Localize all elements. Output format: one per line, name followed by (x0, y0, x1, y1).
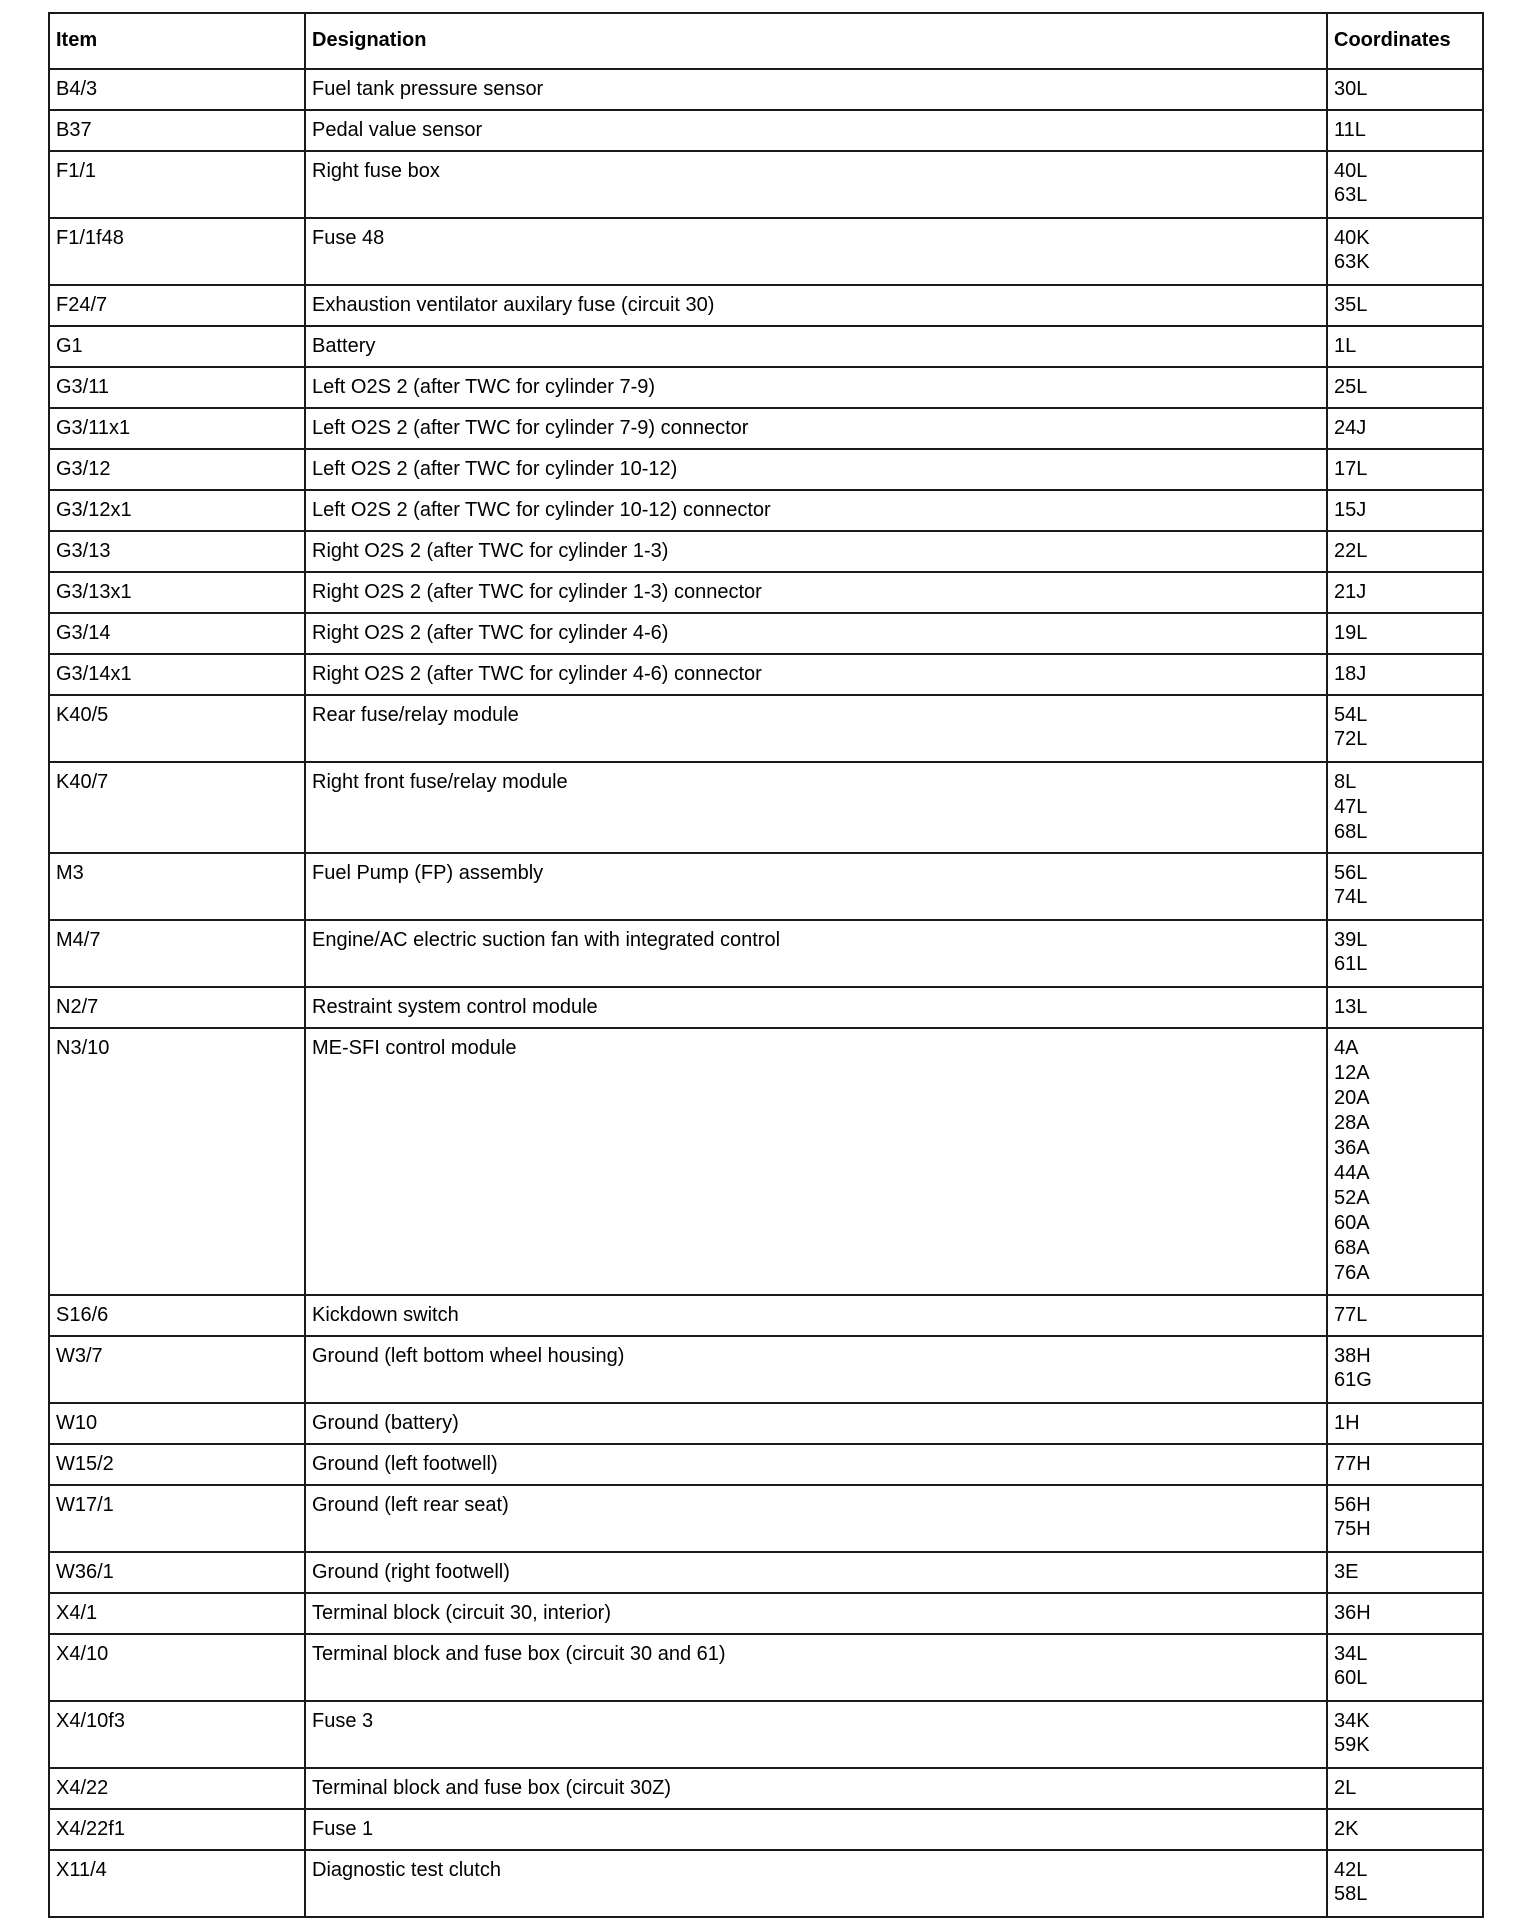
cell-designation: Pedal value sensor (305, 110, 1327, 151)
coordinate-value: 40K (1334, 227, 1370, 249)
coordinate-value: 28A (1334, 1112, 1370, 1134)
coordinate-value: 75H (1334, 1518, 1371, 1540)
coordinate-value: 39L (1334, 929, 1368, 951)
cell-item: G3/13x1 (49, 572, 305, 613)
coordinate-value: 44A (1334, 1162, 1370, 1184)
cell-item: G3/12 (49, 449, 305, 490)
coordinate-value: 13L (1334, 996, 1368, 1018)
table-row (49, 1552, 1483, 1593)
cell-coordinates (1327, 695, 1483, 762)
cell-item: G3/12x1 (49, 490, 305, 531)
cell-item: G1 (49, 326, 305, 367)
cell-coordinates (1327, 69, 1483, 110)
cell-item: X11/4 (49, 1850, 305, 1917)
column-header-coordinates: Coordinates (1327, 13, 1483, 69)
cell-coordinates (1327, 367, 1483, 408)
coordinate-value: 77H (1334, 1453, 1371, 1475)
table-row (49, 695, 1483, 762)
cell-coordinates (1327, 1552, 1483, 1593)
coordinate-value: 40L (1334, 160, 1368, 182)
table-row (49, 69, 1483, 110)
coordinate-value: 38H (1334, 1345, 1371, 1367)
table-row (49, 218, 1483, 285)
coordinate-value: 20A (1334, 1087, 1370, 1109)
cell-item: M4/7 (49, 920, 305, 987)
cell-item: W17/1 (49, 1485, 305, 1552)
cell-designation: Right O2S 2 (after TWC for cylinder 4-6) connector (305, 654, 1327, 695)
cell-designation: Engine/AC electric suction fan with integrated control (305, 920, 1327, 987)
cell-designation: Exhaustion ventilator auxilary fuse (circuit 30) (305, 285, 1327, 326)
cell-designation: Kickdown switch (305, 1295, 1327, 1336)
table-row (49, 1485, 1483, 1552)
cell-coordinates (1327, 1028, 1483, 1295)
coordinate-value: 36A (1334, 1137, 1370, 1159)
cell-designation: Fuse 1 (305, 1809, 1327, 1850)
cell-coordinates (1327, 920, 1483, 987)
coordinate-value: 47L (1334, 796, 1368, 818)
coordinate-value: 61L (1334, 953, 1368, 975)
cell-coordinates (1327, 1809, 1483, 1850)
cell-coordinates (1327, 853, 1483, 920)
table-row (49, 1768, 1483, 1809)
table-row (49, 987, 1483, 1028)
table-row (49, 572, 1483, 613)
cell-designation: Right fuse box (305, 151, 1327, 218)
coordinate-value: 2K (1334, 1818, 1359, 1840)
cell-coordinates (1327, 449, 1483, 490)
coordinate-value: 30L (1334, 78, 1368, 100)
cell-designation: Terminal block and fuse box (circuit 30Z) (305, 1768, 1327, 1809)
table-row (49, 1444, 1483, 1485)
cell-designation: Terminal block (circuit 30, interior) (305, 1593, 1327, 1634)
cell-coordinates (1327, 613, 1483, 654)
cell-item: N2/7 (49, 987, 305, 1028)
cell-item: G3/11x1 (49, 408, 305, 449)
cell-item: G3/14x1 (49, 654, 305, 695)
cell-item: K40/5 (49, 695, 305, 762)
cell-coordinates (1327, 1336, 1483, 1403)
component-index-table (48, 12, 1484, 1918)
coordinate-value: 76A (1334, 1262, 1370, 1284)
cell-designation: Fuel tank pressure sensor (305, 69, 1327, 110)
cell-designation: Ground (left footwell) (305, 1444, 1327, 1485)
coordinate-value: 60L (1334, 1667, 1368, 1689)
table-header (49, 13, 1483, 69)
cell-designation: Ground (left bottom wheel housing) (305, 1336, 1327, 1403)
table-row (49, 449, 1483, 490)
table-row (49, 1850, 1483, 1917)
cell-coordinates (1327, 654, 1483, 695)
coordinate-value: 72L (1334, 728, 1368, 750)
cell-item: F1/1 (49, 151, 305, 218)
table-row (49, 110, 1483, 151)
cell-designation: Battery (305, 326, 1327, 367)
coordinate-value: 12A (1334, 1062, 1370, 1084)
coordinate-value: 22L (1334, 540, 1368, 562)
cell-coordinates (1327, 285, 1483, 326)
cell-coordinates (1327, 1295, 1483, 1336)
coordinate-value: 4A (1334, 1037, 1359, 1059)
coordinate-value: 63L (1334, 184, 1368, 206)
cell-designation: Rear fuse/relay module (305, 695, 1327, 762)
coordinate-value: 2L (1334, 1777, 1357, 1799)
coordinate-value: 17L (1334, 458, 1368, 480)
coordinate-value: 21J (1334, 581, 1367, 603)
cell-coordinates (1327, 1768, 1483, 1809)
coordinate-value: 25L (1334, 376, 1368, 398)
table-row (49, 1028, 1483, 1295)
cell-coordinates (1327, 408, 1483, 449)
coordinate-value: 11L (1334, 119, 1366, 141)
coordinate-value: 36H (1334, 1602, 1371, 1624)
cell-item: F1/1f48 (49, 218, 305, 285)
cell-item: N3/10 (49, 1028, 305, 1295)
document-page (48, 12, 1482, 1918)
table-row (49, 1593, 1483, 1634)
cell-coordinates (1327, 151, 1483, 218)
table-row (49, 285, 1483, 326)
coordinate-value: 1L (1334, 335, 1357, 357)
cell-designation: Right O2S 2 (after TWC for cylinder 4-6) (305, 613, 1327, 654)
coordinate-value: 59K (1334, 1734, 1370, 1756)
table-row (49, 762, 1483, 853)
coordinate-value: 35L (1334, 294, 1368, 316)
coordinate-value: 77L (1334, 1304, 1368, 1326)
coordinate-value: 58L (1334, 1883, 1368, 1905)
cell-item: S16/6 (49, 1295, 305, 1336)
coordinate-value: 19L (1334, 622, 1368, 644)
coordinate-value: 52A (1334, 1187, 1370, 1209)
cell-designation: Restraint system control module (305, 987, 1327, 1028)
cell-designation: Terminal block and fuse box (circuit 30 and 61) (305, 1634, 1327, 1701)
coordinate-value: 60A (1334, 1212, 1370, 1234)
cell-designation: Left O2S 2 (after TWC for cylinder 7-9) connector (305, 408, 1327, 449)
cell-coordinates (1327, 987, 1483, 1028)
coordinate-value: 34L (1334, 1643, 1368, 1665)
coordinate-value: 24J (1334, 417, 1367, 439)
table-row (49, 654, 1483, 695)
cell-item: G3/13 (49, 531, 305, 572)
cell-designation: Diagnostic test clutch (305, 1850, 1327, 1917)
cell-designation: Left O2S 2 (after TWC for cylinder 10-12) (305, 449, 1327, 490)
cell-item: X4/22f1 (49, 1809, 305, 1850)
cell-coordinates (1327, 1403, 1483, 1444)
cell-item: X4/22 (49, 1768, 305, 1809)
cell-item: X4/10 (49, 1634, 305, 1701)
table-row (49, 613, 1483, 654)
coordinate-value: 15J (1334, 499, 1367, 521)
cell-item: F24/7 (49, 285, 305, 326)
table-row (49, 151, 1483, 218)
coordinate-value: 68L (1334, 821, 1368, 843)
cell-item: W36/1 (49, 1552, 305, 1593)
cell-coordinates (1327, 1850, 1483, 1917)
coordinate-value: 56L (1334, 862, 1368, 884)
cell-item: X4/10f3 (49, 1701, 305, 1768)
table-row (49, 1295, 1483, 1336)
table-row (49, 490, 1483, 531)
table-row (49, 920, 1483, 987)
cell-item: G3/11 (49, 367, 305, 408)
coordinate-value: 74L (1334, 886, 1368, 908)
cell-coordinates (1327, 326, 1483, 367)
column-header-designation: Designation (305, 13, 1327, 69)
cell-designation: Left O2S 2 (after TWC for cylinder 7-9) (305, 367, 1327, 408)
table-row (49, 1809, 1483, 1850)
table-row (49, 1336, 1483, 1403)
header-row (49, 13, 1483, 69)
cell-coordinates (1327, 762, 1483, 853)
table-row (49, 408, 1483, 449)
cell-designation: Left O2S 2 (after TWC for cylinder 10-12) connector (305, 490, 1327, 531)
cell-item: W15/2 (49, 1444, 305, 1485)
table-row (49, 1403, 1483, 1444)
cell-item: K40/7 (49, 762, 305, 853)
table-row (49, 1634, 1483, 1701)
cell-designation: Fuse 48 (305, 218, 1327, 285)
cell-designation: Right O2S 2 (after TWC for cylinder 1-3) connector (305, 572, 1327, 613)
cell-designation: ME-SFI control module (305, 1028, 1327, 1295)
cell-designation: Ground (right footwell) (305, 1552, 1327, 1593)
coordinate-value: 3E (1334, 1561, 1359, 1583)
cell-coordinates (1327, 1485, 1483, 1552)
cell-coordinates (1327, 1701, 1483, 1768)
cell-coordinates (1327, 1593, 1483, 1634)
cell-coordinates (1327, 1634, 1483, 1701)
cell-item: B37 (49, 110, 305, 151)
cell-designation: Ground (battery) (305, 1403, 1327, 1444)
coordinate-value: 42L (1334, 1859, 1368, 1881)
cell-item: W3/7 (49, 1336, 305, 1403)
coordinate-value: 1H (1334, 1412, 1360, 1434)
cell-designation: Right O2S 2 (after TWC for cylinder 1-3) (305, 531, 1327, 572)
table-row (49, 367, 1483, 408)
coordinate-value: 68A (1334, 1237, 1370, 1259)
table-row (49, 531, 1483, 572)
cell-coordinates (1327, 572, 1483, 613)
coordinate-value: 8L (1334, 771, 1357, 793)
coordinate-value: 54L (1334, 704, 1368, 726)
coordinate-value: 56H (1334, 1494, 1371, 1516)
cell-coordinates (1327, 490, 1483, 531)
cell-designation: Ground (left rear seat) (305, 1485, 1327, 1552)
cell-designation: Fuel Pump (FP) assembly (305, 853, 1327, 920)
coordinate-value: 63K (1334, 251, 1370, 273)
cell-designation: Right front fuse/relay module (305, 762, 1327, 853)
cell-designation: Fuse 3 (305, 1701, 1327, 1768)
cell-item: B4/3 (49, 69, 305, 110)
cell-item: W10 (49, 1403, 305, 1444)
cell-item: G3/14 (49, 613, 305, 654)
cell-coordinates (1327, 110, 1483, 151)
table-body (49, 69, 1483, 1917)
cell-coordinates (1327, 1444, 1483, 1485)
table-row (49, 326, 1483, 367)
coordinate-value: 34K (1334, 1710, 1370, 1732)
cell-coordinates (1327, 531, 1483, 572)
table-row (49, 1701, 1483, 1768)
coordinate-value: 18J (1334, 663, 1367, 685)
cell-item: M3 (49, 853, 305, 920)
coordinate-value: 61G (1334, 1369, 1372, 1391)
cell-coordinates (1327, 218, 1483, 285)
table-row (49, 853, 1483, 920)
column-header-item: Item (49, 13, 305, 69)
cell-item: X4/1 (49, 1593, 305, 1634)
